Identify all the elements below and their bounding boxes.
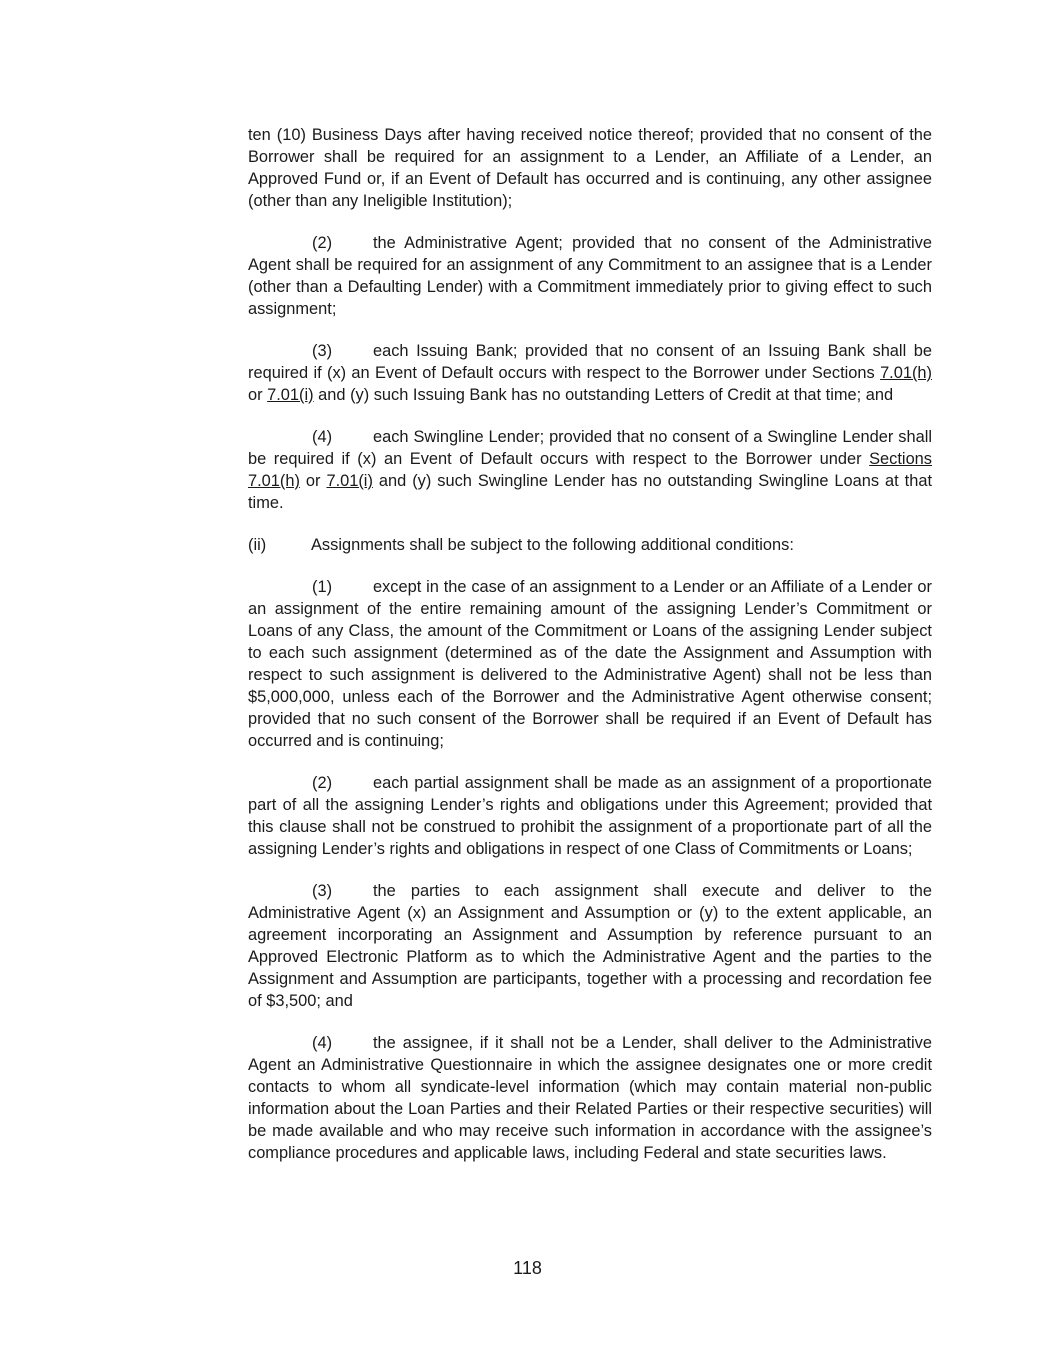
paragraph-clause-2-admin-agent bbox=[248, 232, 932, 320]
paragraph-text: the assignee, if it shall not be a Lender, shall deliver to the Administrative Agent an Administrative Questionnaire in which the assignee designates one or more credit contacts to whom all syndicate-level information (which may contain material non-public information about the Loan Parties and their Related Parties or their respective securities) will be made available and who may receive such information in accordance with the assignee’s compliance procedures and applicable laws, including Federal and state securities laws. bbox=[248, 1034, 932, 1162]
paragraph-text: each partial assignment shall be made as an assignment of a proportionate part of all the assigning Lender’s rights and obligations under this Agreement; provided that this clause shall not be construed to prohibit the assignment of a proportionate part of all the assigning Lender’s rights and obligations in respect of one Class of Commitments or Loans; bbox=[248, 774, 932, 858]
paragraph-text: Assignments shall be subject to the following additional conditions: bbox=[311, 536, 794, 554]
section-reference-link[interactable]: 7.01(i) bbox=[326, 472, 373, 490]
paragraph-text: except in the case of an assignment to a Lender or an Affiliate of a Lender or an assignment of the entire remaining amount of the assigning Lender’s Commitment or Loans of any Class, the amount of the Commitment or Loans of the assigning Lender subject to each such assignment (determined as of the date the Assignment and Assumption with respect to such assignment is delivered to the Administrative Agent) shall not be less than $5,000,000, unless each of the Borrower and the Administrative Agent otherwise consent; provided that no such consent of the Borrower shall be required if an Event of Default has occurred and is continuing; bbox=[248, 578, 932, 750]
clause-number: (2) bbox=[312, 774, 333, 792]
paragraph-clause-ii-heading bbox=[248, 534, 932, 556]
clause-number: (ii) bbox=[248, 536, 267, 554]
paragraph-clause-4-swingline-lender bbox=[248, 426, 932, 514]
paragraph-text: or bbox=[248, 386, 268, 404]
document-body bbox=[248, 124, 932, 1184]
paragraph-text: the parties to each assignment shall execute and deliver to the Administrative Agent (x) an Assignment and Assumption or (y) to the extent applicable, an agreement incorporating an Assignment and Assumption by reference pursuant to an Approved Electronic Platform as to which the Administrative Agent and the parties to the Assignment and Assumption are participants, together with a processing and recordation fee of $3,500; and bbox=[248, 882, 932, 1010]
paragraph-text: the Administrative Agent; provided that no consent of the Administrative Agent shall be required for an assignment of any Commitment to an assignee that is a Lender (other than a Defaulting Lender) with a Commitment immediately prior to giving effect to such assignment; bbox=[248, 234, 932, 318]
paragraph-text: each Swingline Lender; provided that no consent of a Swingline Lender shall be required if (x) an Event of Default occurs with respect to the Borrower under bbox=[248, 428, 932, 468]
clause-number: (1) bbox=[312, 578, 333, 596]
paragraph-condition-1 bbox=[248, 576, 932, 752]
paragraph-text: each Issuing Bank; provided that no consent of an Issuing Bank shall be required if (x) an Event of Default occurs with respect to the Borrower under Sections bbox=[248, 342, 932, 382]
paragraph-condition-3 bbox=[248, 880, 932, 1012]
page-number: 118 bbox=[513, 1258, 542, 1278]
clause-number: (2) bbox=[312, 234, 333, 252]
paragraph-continuation bbox=[248, 124, 932, 212]
section-reference-link[interactable]: 7.01(i) bbox=[267, 386, 314, 404]
clause-number: (3) bbox=[312, 342, 333, 360]
paragraph-text: and (y) such Swingline Lender has no outstanding Swingline Loans at that time. bbox=[248, 472, 933, 512]
section-reference-link[interactable]: 7.01(h) bbox=[880, 364, 932, 382]
paragraph-clause-3-issuing-bank bbox=[248, 340, 932, 406]
paragraph-text: and (y) such Issuing Bank has no outstanding Letters of Credit at that time; and bbox=[313, 386, 894, 404]
clause-number: (4) bbox=[312, 428, 333, 446]
clause-number: (4) bbox=[312, 1034, 333, 1052]
section-reference-link[interactable]: Sections 7.01(h) bbox=[248, 450, 932, 490]
paragraph-text: ten (10) Business Days after having received notice thereof; provided that no consent of the Borrower shall be required for an assignment to a Lender, an Affiliate of a Lender, an Approved Fund or, if an Event of Default has occurred and is continuing, any other assignee (other than any Ineligible Institution); bbox=[248, 126, 932, 210]
paragraph-text: or bbox=[299, 472, 327, 490]
paragraph-condition-2 bbox=[248, 772, 932, 860]
clause-number: (3) bbox=[312, 882, 333, 900]
paragraph-condition-4 bbox=[248, 1032, 932, 1164]
